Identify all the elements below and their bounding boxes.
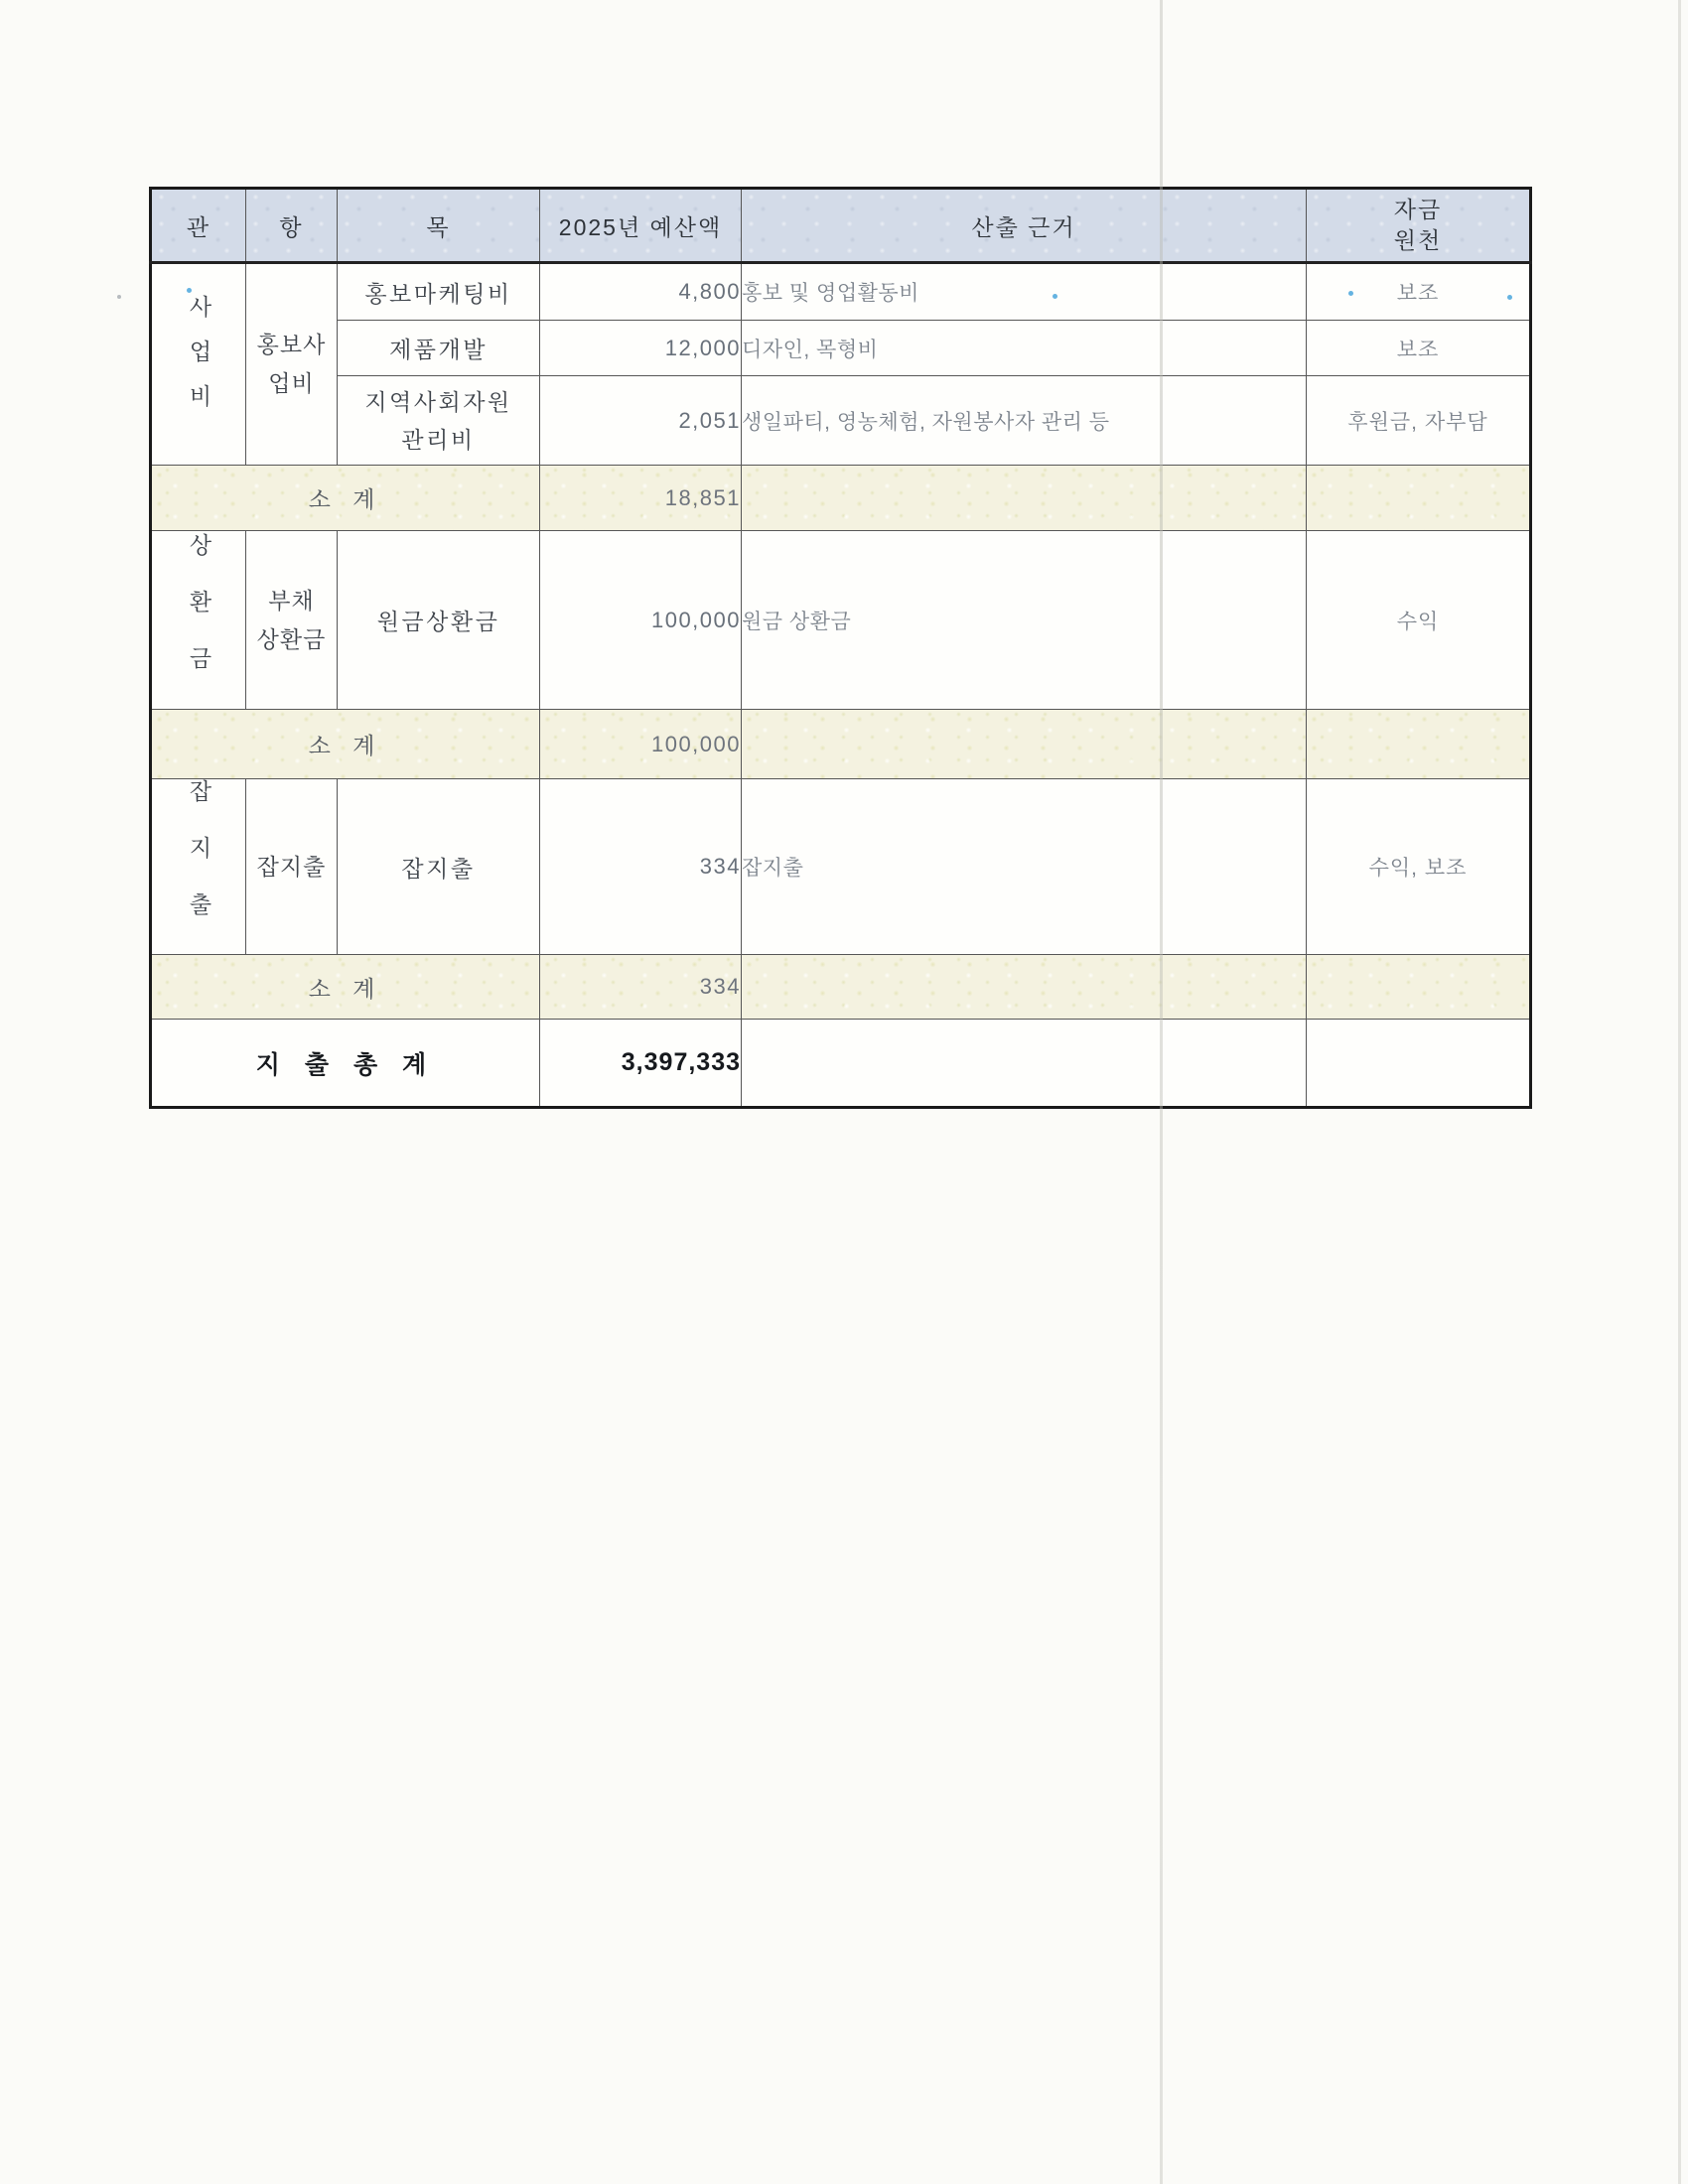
cell-source-community-resource: 후원금, 자부담 <box>1307 376 1531 466</box>
cell-subtotal-basis-3-empty <box>742 955 1307 1020</box>
cell-source-misc: 수익, 보조 <box>1307 779 1531 955</box>
cell-amount-misc: 334 <box>540 779 742 955</box>
row-subtotal-business <box>151 466 1531 531</box>
cell-amount-community-resource: 2,051 <box>540 376 742 466</box>
cell-mok-community-resource <box>338 376 540 466</box>
hang-label-line1: 홍보사 <box>256 332 327 357</box>
cell-subtotal-label-2: 소 계 <box>151 710 540 779</box>
cell-basis-principal-repayment: 원금 상환금 <box>742 531 1307 710</box>
cell-subtotal-source-3-empty <box>1307 955 1531 1020</box>
cell-gwan-repayment <box>151 531 246 710</box>
scan-page-edge <box>1678 0 1681 2184</box>
header-cell-gwan: 관 <box>151 189 246 263</box>
budget-expense-table <box>149 187 1532 1109</box>
cell-subtotal-source-2-empty <box>1307 710 1531 779</box>
scan-fold-line <box>1160 0 1163 2184</box>
cell-subtotal-amount-3: 334 <box>540 955 742 1020</box>
header-fund-source-line2: 원천 <box>1393 227 1443 253</box>
row-principal-repayment <box>151 531 1531 710</box>
header-cell-mok: 목 <box>338 189 540 263</box>
cell-mok-misc: 잡지출 <box>338 779 540 955</box>
gwan-vertical-label: 사업비 <box>186 295 212 429</box>
cell-amount-promo-marketing: 4,800 <box>540 263 742 321</box>
cell-mok-product-dev: 제품개발 <box>338 321 540 376</box>
row-product-development <box>151 321 1531 376</box>
header-cell-hang: 항 <box>246 189 338 263</box>
cell-gwan-misc <box>151 779 246 955</box>
gwan-vertical-label: 상환금 <box>186 532 212 703</box>
scan-artifact-dot <box>1507 295 1512 300</box>
cell-grand-total-amount: 3,397,333 <box>540 1020 742 1108</box>
header-cell-fund-source <box>1307 189 1531 263</box>
scan-artifact-speck <box>117 295 121 299</box>
hang-label: 잡지출 <box>256 853 327 880</box>
cell-mok-promo-marketing: 홍보마케팅비 <box>338 263 540 321</box>
cell-subtotal-amount-2: 100,000 <box>540 710 742 779</box>
table-header-row <box>151 189 1531 263</box>
cell-total-source-empty <box>1307 1020 1531 1108</box>
cell-total-basis-empty <box>742 1020 1307 1108</box>
cell-gwan-business-expense <box>151 263 246 466</box>
cell-amount-product-dev: 12,000 <box>540 321 742 376</box>
hang-label-line2: 업비 <box>268 370 315 396</box>
mok-label-line2: 관리비 <box>401 426 476 453</box>
scan-artifact-dot <box>1348 291 1353 296</box>
cell-source-promo-marketing: 보조 <box>1307 263 1531 321</box>
cell-subtotal-basis-2-empty <box>742 710 1307 779</box>
row-misc-expense <box>151 779 1531 955</box>
cell-source-product-dev: 보조 <box>1307 321 1531 376</box>
cell-source-principal-repayment: 수익 <box>1307 531 1531 710</box>
gwan-vertical-label: 잡지출 <box>186 779 212 949</box>
header-cell-budget: 2025년 예산액 <box>540 189 742 263</box>
cell-hang-misc <box>246 779 338 955</box>
cell-subtotal-basis-1-empty <box>742 466 1307 531</box>
hang-label-line2: 상환금 <box>256 625 327 652</box>
scan-artifact-dot <box>1053 294 1057 299</box>
row-subtotal-misc <box>151 955 1531 1020</box>
mok-label-line1: 지역사회자원 <box>364 388 512 415</box>
row-grand-total <box>151 1020 1531 1108</box>
cell-hang-debt-repayment <box>246 531 338 710</box>
cell-subtotal-amount-1: 18,851 <box>540 466 742 531</box>
cell-subtotal-label-1: 소 계 <box>151 466 540 531</box>
hang-label-line1: 부채 <box>268 587 315 614</box>
cell-basis-product-dev: 디자인, 목형비 <box>742 321 1307 376</box>
cell-amount-principal-repayment: 100,000 <box>540 531 742 710</box>
cell-basis-community-resource: 생일파티, 영농체험, 자원봉사자 관리 등 <box>742 376 1307 466</box>
header-fund-source-line1: 자금 <box>1393 197 1443 222</box>
cell-subtotal-label-3: 소 계 <box>151 955 540 1020</box>
header-cell-basis: 산출 근거 <box>742 189 1307 263</box>
cell-basis-misc: 잡지출 <box>742 779 1307 955</box>
row-promo-marketing <box>151 263 1531 321</box>
scan-artifact-dot <box>187 288 192 293</box>
cell-grand-total-label: 지 출 총 계 <box>151 1020 540 1108</box>
cell-basis-promo-marketing: 홍보 및 영업활동비 <box>742 263 1307 321</box>
cell-mok-principal-repayment: 원금상환금 <box>338 531 540 710</box>
cell-subtotal-source-1-empty <box>1307 466 1531 531</box>
cell-hang-promo-business <box>246 263 338 466</box>
row-community-resource <box>151 376 1531 466</box>
row-subtotal-repayment <box>151 710 1531 779</box>
